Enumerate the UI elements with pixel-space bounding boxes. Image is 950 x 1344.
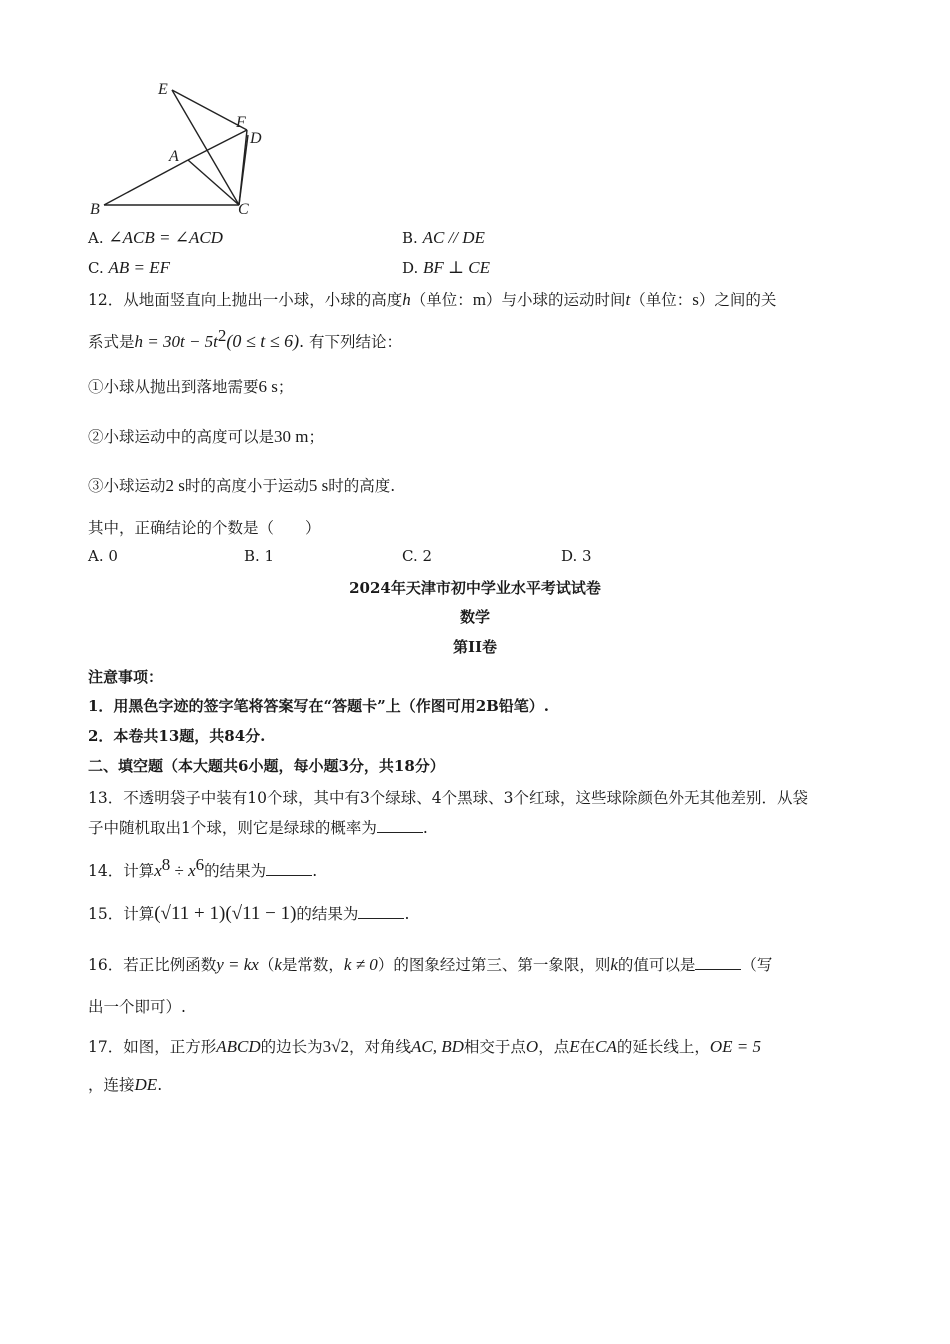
q12-option-b: B. 1 (244, 547, 275, 565)
answer-blank (358, 904, 404, 919)
segment-fa (188, 130, 247, 160)
q12-option-d: D. 3 (561, 547, 592, 565)
q12-line2: 系式是$h = 30t - 5t^2(0 \le t \le 6)$. 有下列结论： (88, 326, 403, 352)
segment-dc (239, 135, 248, 205)
label-c: C (238, 201, 249, 218)
label-a: A (169, 148, 179, 165)
exam-volume: 第II卷 (452, 638, 498, 656)
q12-statement-1: ①小球从抛出到落地需要6 s； (88, 377, 294, 396)
q12-question: 其中，正确结论的个数是（ ） (88, 519, 321, 537)
exam-subject: 数学 (459, 608, 490, 626)
q11-option-c: C. AB = EF (88, 258, 171, 277)
q17-line2: ，连接DE. (88, 1075, 163, 1094)
label-b: B (90, 201, 100, 218)
q12-option-c: C. 2 (402, 547, 433, 565)
q16-line1: 16．若正比例函数y = kx（k是常数，k ≠ 0）的图象经过第三、第一象限，则k的值可以是 （写 (88, 955, 773, 974)
answer-blank (377, 818, 423, 833)
notes-heading: 注意事项： (88, 668, 164, 686)
answer-blank (266, 861, 312, 876)
segment-ac (188, 160, 239, 205)
section-heading: 二、填空题（本大题共6小题，每小题3分，共18分） (88, 757, 445, 775)
label-e: E (158, 81, 168, 98)
q17-line1: 17．如图，正方形ABCD的边长为3√2，对角线AC, BD相交于点O，点E在CA的延长线上，OE = 5 (88, 1037, 761, 1056)
geometry-figure (80, 75, 280, 225)
notes-item-2: 2．本卷共13题，共84分. (88, 727, 266, 745)
q16-line2: 出一个即可）. (88, 998, 186, 1016)
q12-statement-3: ③小球运动2 s时的高度小于运动5 s时的高度. (88, 476, 396, 495)
q13-line1: 13．不透明袋子中装有10个球，其中有3个绿球、4个黑球、3个红球，这些球除颜色外无其他差别．从袋 (88, 789, 809, 807)
q12-line1: 12．从地面竖直向上抛出一小球，小球的高度h（单位：m）与小球的运动时间t（单位：s）之间的关 (88, 290, 777, 309)
q11-option-a: A. ∠ACB = ∠ACD (88, 228, 223, 247)
q13-line2: 子中随机取出1个球，则它是绿球的概率为 . (88, 819, 428, 837)
q11-option-b: B. AC // DE (402, 228, 485, 247)
answer-blank (695, 955, 741, 970)
exam-title: 2024年天津市初中学业水平考试试卷 (349, 579, 601, 597)
q11-option-d: D. BF ⊥ CE (402, 258, 491, 277)
segment-ab (104, 160, 188, 205)
q12-option-a: A. 0 (88, 547, 118, 565)
q12-statement-2: ②小球运动中的高度可以是30 m； (88, 427, 325, 446)
q14: 14．计算$x^8 \div x^6$的结果为 . (88, 855, 318, 881)
label-f: F (236, 114, 246, 131)
notes-item-1: 1．用黑色字迹的签字笔将答案写在“答题卡”上（作图可用2B铅笔）. (88, 697, 550, 715)
q15: 15．计算(√11 + 1)(√11 − 1)的结果为 . (88, 903, 410, 924)
label-d: D (250, 130, 262, 147)
